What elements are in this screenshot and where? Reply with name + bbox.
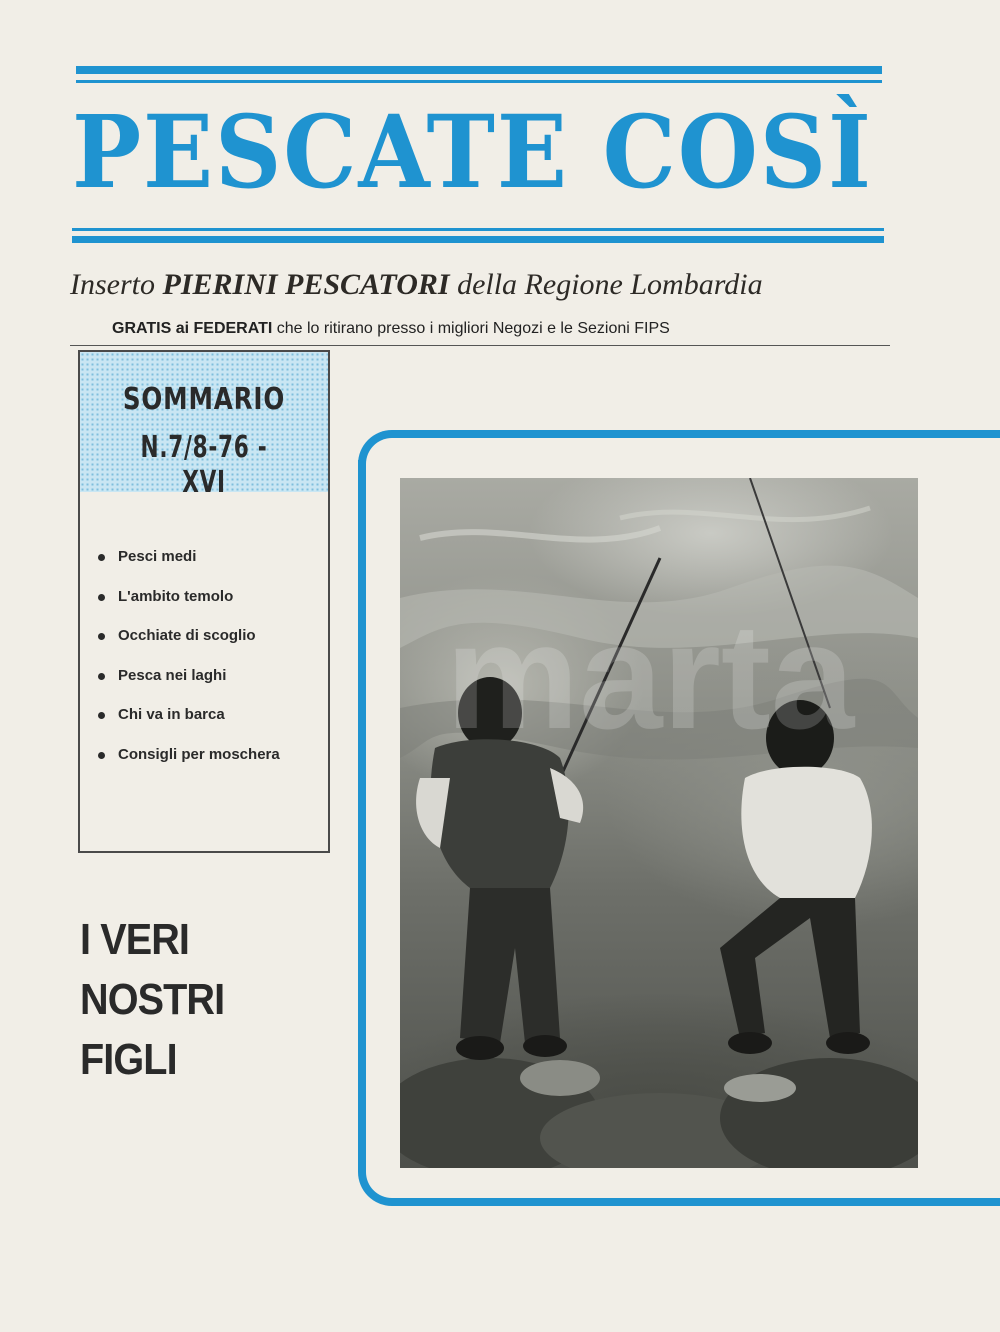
- distribution-rule: [70, 345, 890, 346]
- distribution-rest: che lo ritirano presso i migliori Negozi e le Sezioni FIPS: [272, 320, 670, 337]
- summary-item: Chi va in barca: [96, 706, 280, 746]
- summary-item: Consigli per moschera: [96, 746, 280, 786]
- headline-line: I VERI: [80, 915, 190, 964]
- summary-item: Pesci medi: [96, 548, 280, 588]
- headline-line: NOSTRI: [80, 975, 225, 1024]
- distribution-note: [112, 320, 892, 338]
- summary-item: Pesca nei laghi: [96, 667, 280, 707]
- summary-header: [80, 352, 328, 500]
- masthead-title: PESCATE COSÌ: [72, 93, 873, 211]
- subtitle-name: PIERINI PESCATORI: [162, 268, 450, 301]
- cover-photo: [400, 478, 918, 1168]
- headline-line: FIGLI: [80, 1035, 177, 1084]
- photo-frame-left: [358, 460, 366, 1160]
- top-rule-thin: [76, 80, 882, 83]
- distribution-gratis: GRATIS ai FEDERATI: [112, 320, 273, 337]
- summary-heading: SOMMARIO: [122, 382, 286, 417]
- photo-frame-top: [358, 430, 1000, 476]
- summary-item: Occhiate di scoglio: [96, 627, 280, 667]
- issue-number: N.7/8-76 - XVI: [140, 430, 268, 500]
- summary-box: [78, 350, 330, 853]
- mid-rule-thick: [72, 236, 884, 243]
- subtitle-prefix: Inserto: [70, 268, 155, 301]
- subtitle-suffix: della Regione Lombardia: [457, 268, 763, 301]
- photo-two-boys-fishing-icon: [400, 478, 918, 1168]
- summary-item: L'ambito temolo: [96, 588, 280, 628]
- cover-headline: [80, 910, 240, 1090]
- insert-subtitle: [70, 268, 900, 302]
- summary-list: [96, 548, 280, 785]
- top-rule-thick: [76, 66, 882, 74]
- watermark-text: marta: [445, 592, 855, 760]
- mid-rule-thin: [72, 228, 884, 231]
